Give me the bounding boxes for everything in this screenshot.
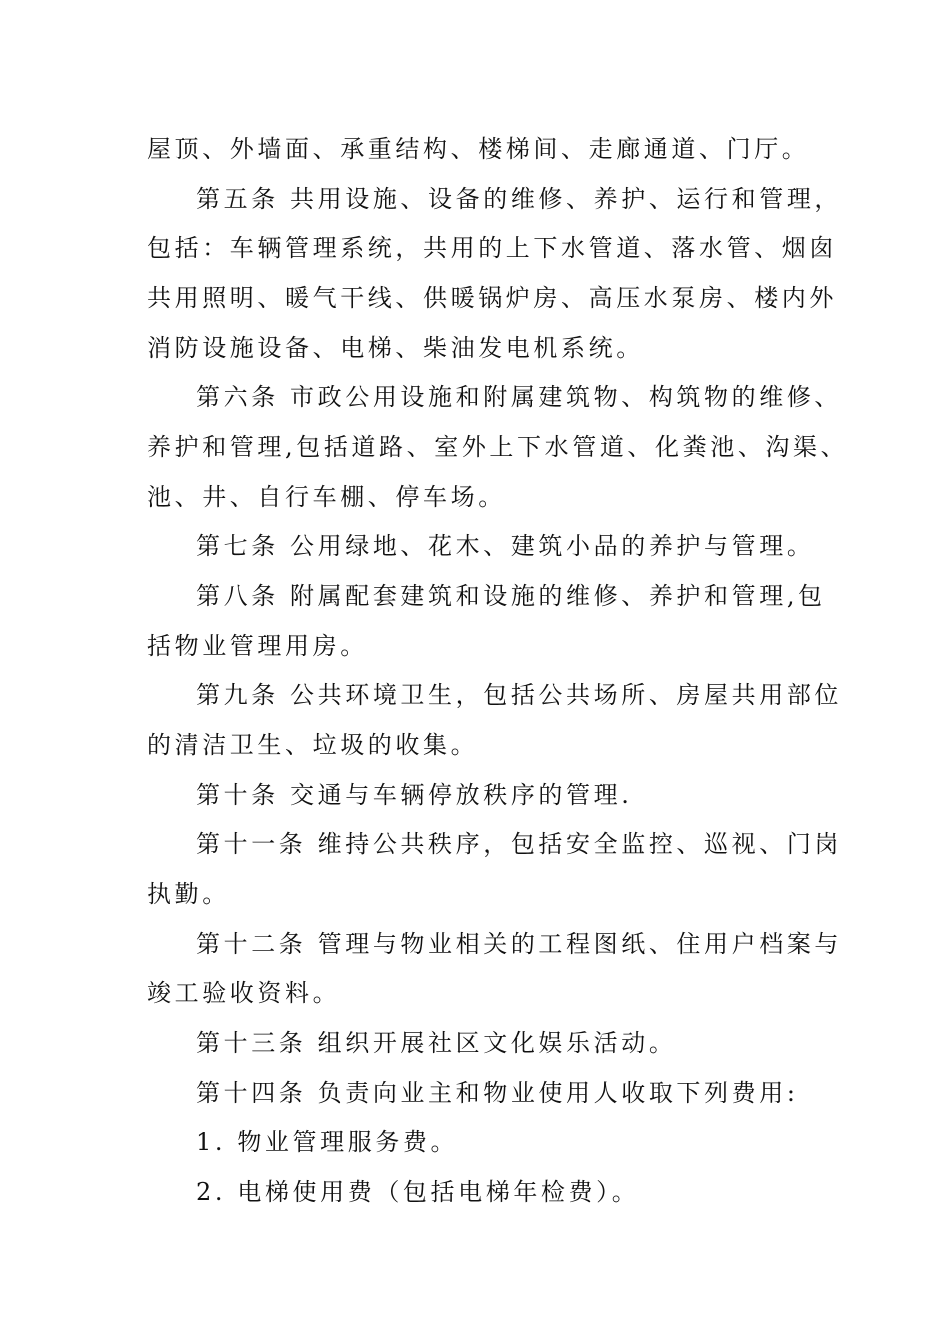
text-line: 消防设施设备、电梯、柴油发电机系统。 (147, 334, 644, 362)
list-item-2: 2. 电梯使用费（包括电梯年检费）。 (196, 1178, 640, 1206)
text-line: 的清洁卫生、垃圾的收集。 (147, 731, 479, 759)
article-8-heading-line: 第八条 附属配套建筑和设施的维修、养护和管理,包 (196, 582, 826, 610)
text-line: 屋顶、外墙面、承重结构、楼梯间、走廊通道、门厅。 (147, 135, 810, 163)
article-12-heading-line: 第十二条 管理与物业相关的工程图纸、住用户档案与 (196, 930, 843, 958)
article-14-line: 第十四条 负责向业主和物业使用人收取下列费用: (196, 1079, 799, 1107)
article-10-line: 第十条 交通与车辆停放秩序的管理. (196, 781, 633, 809)
article-6-heading-line: 第六条 市政公用设施和附属建筑物、构筑物的维修、 (196, 383, 843, 411)
article-5-heading-line: 第五条 共用设施、设备的维修、养护、运行和管理， (196, 185, 843, 213)
text-line: 括物业管理用房。 (147, 632, 368, 660)
text-line: 池、井、自行车棚、停车场。 (147, 483, 506, 511)
article-7-line: 第七条 公用绿地、花木、建筑小品的养护与管理。 (196, 532, 815, 560)
article-13-line: 第十三条 组织开展社区文化娱乐活动。 (196, 1029, 677, 1057)
list-item-1: 1. 物业管理服务费。 (196, 1128, 459, 1156)
article-11-heading-line: 第十一条 维持公共秩序，包括安全监控、巡视、门岗 (196, 830, 843, 858)
text-line: 包括：车辆管理系统，共用的上下水管道、落水管、烟囱 (147, 234, 837, 262)
text-line: 执勤。 (147, 880, 230, 908)
text-line: 竣工验收资料。 (147, 979, 341, 1007)
text-line: 共用照明、暖气干线、供暖锅炉房、高压水泵房、楼内外 (147, 284, 837, 312)
text-line: 养护和管理,包括道路、室外上下水管道、化粪池、沟渠、 (147, 433, 849, 461)
article-9-heading-line: 第九条 公共环境卫生，包括公共场所、房屋共用部位 (196, 681, 843, 709)
